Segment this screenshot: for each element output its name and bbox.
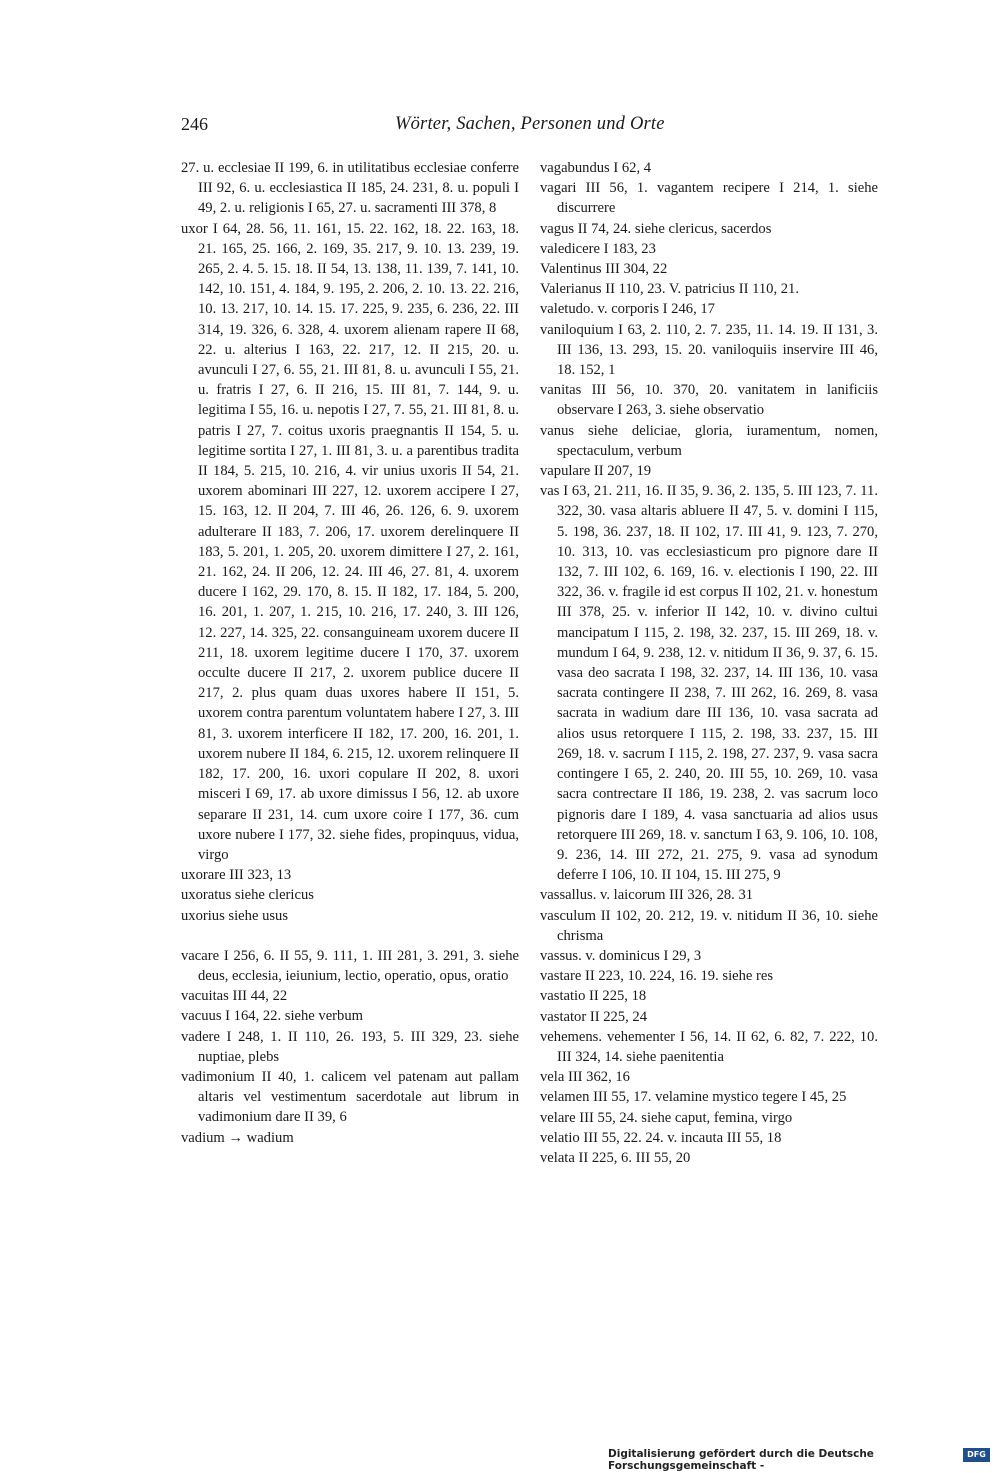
index-entry: velata II 225, 6. III 55, 20 xyxy=(540,1149,691,1166)
index-entry: vacare I 256, 6. II 55, 9. 111, 1. III 281, 3. 291, 3. siehe deus, ecclesia, ieiunium, lectio, operatio, opus, oratio xyxy=(181,947,519,984)
index-entry: valetudo. v. corporis I 246, 17 xyxy=(540,301,715,318)
index-entry: vehemens. vehementer I 56, 14. II 62, 6. 82, 7. 222, 10. III 324, 14. siehe paenitentia xyxy=(540,1028,878,1065)
index-entry: vastatio II 225, 18 xyxy=(540,988,647,1005)
index-entry: uxorius siehe usus xyxy=(181,907,289,924)
index-entry: uxoratus siehe clericus xyxy=(181,887,314,904)
index-entry: Valentinus III 304, 22 xyxy=(540,261,668,278)
index-entry: vanitas III 56, 10. 370, 20. vanitatem in lanificiis observare I 263, 3. siehe observatio xyxy=(540,382,878,419)
index-entry: vasculum II 102, 20. 212, 19. v. nitidum II 36, 10. siehe chrisma xyxy=(540,907,878,944)
index-entry: vapulare II 207, 19 xyxy=(540,463,652,480)
index-entry: vadium → wadium xyxy=(181,1129,294,1146)
index-entry: vela III 362, 16 xyxy=(540,1069,630,1086)
index-entry: velare III 55, 24. siehe caput, femina, virgo xyxy=(540,1109,793,1126)
index-entry: vacuitas III 44, 22 xyxy=(181,988,288,1005)
index-entry: uxorare III 323, 13 xyxy=(181,867,292,884)
index-column-left xyxy=(181,158,519,1148)
index-entry: vagari III 56, 1. vagantem recipere I 214, 1. siehe discurrere xyxy=(540,180,878,217)
index-entry: vadimonium II 40, 1. calicem vel patenam aut pallam altaris vel vestimentum sacerdotale aut librum in vadimonium dare II 39, 6 xyxy=(181,1068,519,1126)
index-entry: vadere I 248, 1. II 110, 26. 193, 5. III 329, 23. siehe nuptiae, plebs xyxy=(181,1028,519,1065)
index-entry: vastare II 223, 10. 224, 16. 19. siehe res xyxy=(540,968,774,985)
index-entry: vanus siehe deliciae, gloria, iuramentum, nomen, spectaculum, verbum xyxy=(540,422,878,459)
index-entry: vastator II 225, 24 xyxy=(540,1008,647,1025)
dfg-logo: DFG xyxy=(963,1448,990,1462)
index-entry: vassallus. v. laicorum III 326, 28. 31 xyxy=(540,887,754,904)
index-entry: 27. u. ecclesiae II 199, 6. in utilitatibus ecclesiae conferre III 92, 6. u. ecclesiastica II 185, 24. 231, 8. u. populi I 49, 2. u. religionis I 65, 27. u. sacramenti III 378, 8 xyxy=(181,160,519,217)
index-entry: vacuus I 164, 22. siehe verbum xyxy=(181,1008,363,1025)
index-entry: vagus II 74, 24. siehe clericus, sacerdos xyxy=(540,220,772,237)
index-entry: velatio III 55, 22. 24. v. incauta III 55, 18 xyxy=(540,1129,782,1146)
index-entry: vas I 63, 21. 211, 16. II 35, 9. 36, 2. 135, 5. III 123, 7. 11. 322, 30. vasa altaris abluere II 47, 5. v. domini I 115, 5. 198, 36. 237, 18. II 102, 17. III 41, 9. 123, 7. 270, 10. 313, 10. vas ecclesiasticum pro pignore dare II 132, 7. III 102, 6. 169, 16. v. electionis I 190, 22. III 322, 36. v. fragile id est corpus II 102, 21. v. honestum III 378, 25. v. inferior II 142, 10. v. divino cultui mancipatum I 115, 2. 198, 32. 237, 15. III 269, 18. v. mundum I 64, 9. 238, 12. v. nitidum II 36, 9. 37, 6. 15. vasa deo sacrata I 198, 32. 237, 14. III 136, 10. vasa sacrata contingere II 238, 7. III 262, 16. 269, 8. vasa sacrata in wadium dare III 136, 10. vasa sacrata ad alios usus retorquere I 115, 2. 198, 33. 237, 15. III 269, 18. v. sacrum I 115, 2. 198, 27. 237, 9. vasa sacra contingere I 65, 2. 240, 20. III 55, 10. 269, 10. vasa sacra contrectare II 186, 19. 238, 2. vas sacrum loco pignoris dare I 189, 4. vasa sanctuaria ad alios usus retorquere III 269, 18. v. sanctum I 63, 9. 106, 10. 108, 9. 236, 14. III 272, 21. 275, 9. vasa ad synodum deferre I 106, 10. II 104, 15. III 275, 9 xyxy=(540,483,878,884)
index-entry: Valerianus II 110, 23. V. patricius II 110, 21. xyxy=(540,281,799,298)
index-entry: valedicere I 183, 23 xyxy=(540,240,656,257)
index-entry: uxor I 64, 28. 56, 11. 161, 15. 22. 162, 18. 22. 163, 18. 21. 165, 25. 166, 2. 169, 35. 217, 9. 10. 13. 239, 19. 265, 2. 4. 5. 15. 18. II 54, 13. 138, 11. 139, 7. 141, 10. 142, 10. 151, 4. 184, 9. 195, 2. 206, 2. 10. 13. 22. 216, 10. 13. 217, 10. 14. 15. 17. 225, 9. 235, 6. 236, 22. III 314, 19. 326, 6. 328, 4. uxorem alienam rapere II 68, 22. u. alterius I 163, 22. 217, 12. II 215, 20. u. avunculi I 27, 6. 55, 21. III 81, 8. u. avunculi I 55, 21. u. fratris I 27, 6. II 216, 15. III 81, 7. 144, 9. u. legitima I 55, 16. u. nepotis I 27, 7. 55, 21. III 81, 8. u. patris I 27, 7. coitus uxoris praegnantis II 154, 5. u. legitime sortita I 27, 1. III 81, 3. u. a parentibus tradita II 184, 5. 215, 10. 216, 4. vir unius uxoris II 54, 21. uxorem abominari III 227, 12. uxorem accipere I 27, 15. 163, 12. II 204, 7. III 46, 26. 126, 6. 9. uxorem adulterare II 183, 7. 206, 17. uxorem derelinquere II 183, 5. 201, 1. 205, 20. uxorem dimittere I 27, 2. 161, 21. 162, 24. II 206, 12. 24. III 46, 27. 81, 4. uxorem ducere I 162, 29. 170, 8. 15. II 182, 17. 184, 5. 200, 16. 201, 1. 207, 1. 215, 10. 216, 17. 240, 3. III 126, 12. 227, 14. 325, 22. consanguineam uxorem ducere II 211, 18. uxorem legitime ducere I 170, 37. uxorem occulte ducere II 217, 2. uxorem publice ducere II 217, 2. plus quam duas uxores habere II 151, 5. uxorem contra parentum voluntatem habere I 27, 3. III 81, 3. uxorem interficere II 182, 17. 200, 16. 201, 1. uxorem nubere II 184, 6. 215, 12. uxorem relinquere II 182, 17. 200, 16. uxori copulare II 202, 8. uxori misceri I 69, 17. ab uxore dimissus I 56, 12. ab uxore separare II 231, 14. cum uxore coire I 177, 36. cum uxore nubere I 177, 32. siehe fides, propinquus, vidua, virgo xyxy=(181,220,519,863)
running-head: Wörter, Sachen, Personen und Orte xyxy=(395,114,665,134)
index-entry: velamen III 55, 17. velamine mystico tegere I 45, 25 xyxy=(540,1089,847,1106)
section-gap xyxy=(181,926,519,946)
index-column-right xyxy=(540,158,878,1168)
footer-credit: Digitalisierung gefördert durch die Deutsche Forschungsgemeinschaft - xyxy=(608,1448,874,1472)
index-entry: vagabundus I 62, 4 xyxy=(540,160,652,176)
index-entry: vaniloquium I 63, 2. 110, 2. 7. 235, 11. 14. 19. II 131, 3. III 136, 13. 293, 15. 20. vaniloquiis inservire III 46, 18. 152, 1 xyxy=(540,321,878,379)
page-number: 246 xyxy=(181,114,208,134)
index-entry: vassus. v. dominicus I 29, 3 xyxy=(540,947,702,964)
